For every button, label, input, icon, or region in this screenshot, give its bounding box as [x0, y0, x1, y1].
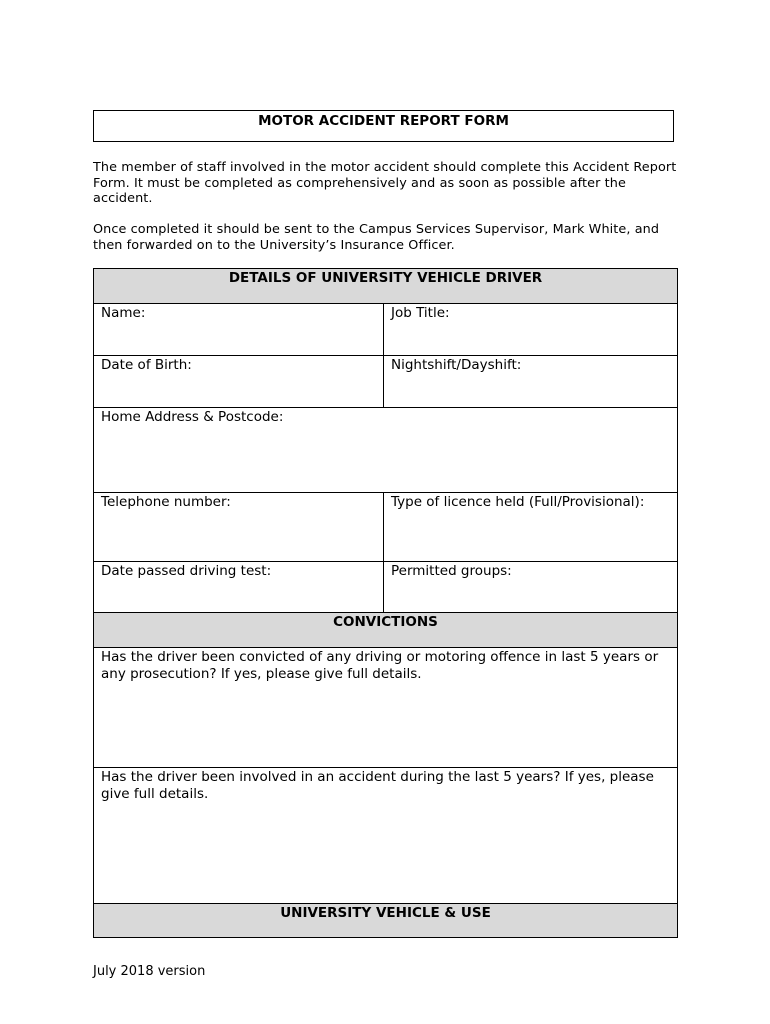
intro-paragraph-2: Once completed it should be sent to the Campus Services Supervisor, Mark White, and then forwarded on to the University’s Insurance Officer. [93, 222, 660, 253]
telephone-field[interactable]: Telephone number: [94, 493, 384, 562]
name-field[interactable]: Name: [94, 304, 384, 356]
shift-field[interactable]: Nightshift/Dayshift: [384, 356, 678, 408]
form-title: MOTOR ACCIDENT REPORT FORM [93, 110, 674, 142]
job-title-field[interactable]: Job Title: [384, 304, 678, 356]
version-footer: July 2018 version [93, 964, 206, 979]
licence-type-field[interactable]: Type of licence held (Full/Provisional): [384, 493, 678, 562]
home-address-field[interactable]: Home Address & Postcode: [94, 408, 678, 493]
previous-accidents-field[interactable]: Has the driver been involved in an accident during the last 5 years? If yes, please give full details. [94, 768, 678, 904]
driving-test-date-field[interactable]: Date passed driving test: [94, 562, 384, 613]
driver-section-header: DETAILS OF UNIVERSITY VEHICLE DRIVER [94, 269, 678, 304]
intro-paragraph-1: The member of staff involved in the motor accident should complete this Accident Report Form. It must be completed as comprehensively and as soon as possible after the accident. [93, 160, 677, 206]
vehicle-section-header: UNIVERSITY VEHICLE & USE [94, 904, 678, 938]
convictions-section-header: CONVICTIONS [94, 613, 678, 648]
convictions-question-field[interactable]: Has the driver been convicted of any driving or motoring offence in last 5 years or any prosecution? If yes, please give full details. [94, 648, 678, 768]
date-of-birth-field[interactable]: Date of Birth: [94, 356, 384, 408]
permitted-groups-field[interactable]: Permitted groups: [384, 562, 678, 613]
accident-form-table [93, 268, 678, 938]
